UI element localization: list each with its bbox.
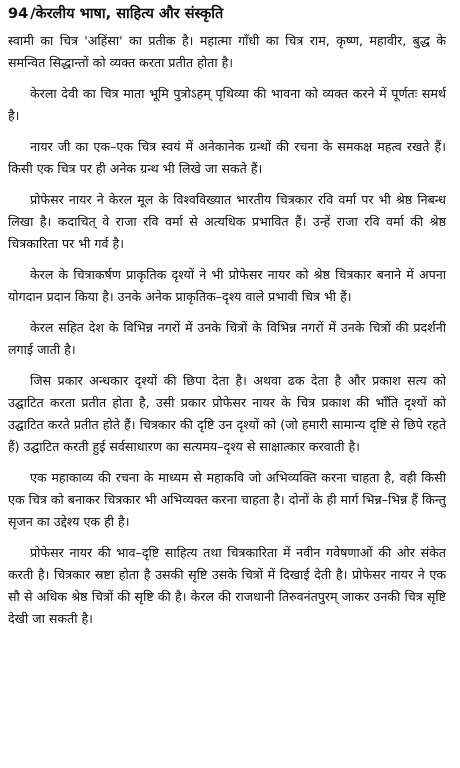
paragraph-1: स्वामी का चित्र 'अहिंसा' का प्रतीक है। महात्मा गाँधी का चित्र राम, कृष्ण, महावीर, बुद्ध के समन्वित सिद्धान्तों को व्यक्त करता प्रतीत होता है।	[8, 33, 446, 70]
paragraph-5: केरल के चित्राकर्षण प्राकृतिक दृश्यों ने भी प्रोफेसर नायर को श्रेष्ठ चित्रकार बनाने में अपना योगदान प्रदान किया है। उनके अनेक प्राकृतिक–दृश्य वाले प्रभावी चित्र भी हैं।	[8, 267, 446, 304]
running-title: केरलीय भाषा, साहित्य और संस्कृति	[35, 6, 224, 22]
header-separator: /	[30, 6, 36, 22]
paragraph-9: प्रोफेसर नायर की भाव–दृष्टि साहित्य तथा चित्रकारिता में नवीन गवेषणाओं की ओर संकेत करती है। चित्रकार स्रष्टा होता है उसकी सृष्टि उसके चित्रों में दिखाई देती है। प्रोफेसर नायर ने एक सौ से अधिक श्रेष्ठ चित्रों की सृष्टि की है। केरल की राजधानी तिरुवनंतपुरम् जाकर उनकी चित्र सृष्टि देखी जा सकती है।	[8, 545, 446, 626]
paragraph-7: जिस प्रकार अन्धकार दृश्यों की छिपा देता है। अथवा ढक देता है और प्रकाश सत्य को उद्घाटित करता प्रतीत होता है, उसी प्रकार प्रोफेसर नायर के चित्र प्रकाश की भाँति दृश्यों को उद्घाटित करते प्रतीत होते हैं। चित्रकार की दृष्टि उन दृश्यों को (जो हमारी सामान्य दृष्टि से छिपे रहते हैं) उद्घाटित करती हुई सर्वसाधारण का सत्यमय–दृश्य से साक्षात्कार करवाती है।	[8, 373, 446, 454]
paragraph-2: केरला देवी का चित्र माता भूमि पुत्रोऽहम् पृथिव्या की भावना को व्यक्त करने में पूर्णतः समर्थ है।	[8, 86, 446, 123]
paragraph-4: प्रोफेसर नायर ने केरल मूल के विश्वविख्यात भारतीय चित्रकार रवि वर्मा पर भी श्रेष्ठ निबन्ध लिखा है। कदाचित् वे राजा रवि वर्मा से अत्यधिक प्रभावित हैं। उन्हें राजा रवि वर्मा की श्रेष्ठ चित्रकारिता पर भी गर्व है।	[8, 192, 446, 251]
running-head	[8, 4, 446, 24]
paragraph-8: एक महाकाव्य की रचना के माध्यम से महाकवि जो अभिव्यक्ति करना चाहता है, वही किसी एक चित्र को बनाकर चित्रकार भी अभिव्यक्त करना चाहता है। दोनों के ही मार्ग भिन्न–भिन्न हैं किन्तु सृजन का उद्देश्य एक ही है।	[8, 470, 446, 529]
paragraph-6: केरल सहित देश के विभिन्न नगरों में उनके चित्रों के विभिन्न नगरों में उनके चित्रों की प्रदर्शनी लगाई जाती है।	[8, 320, 446, 357]
paragraph-3: नायर जी का एक–एक चित्र स्वयं में अनेकानेक ग्रन्थों की रचना के समकक्ष महत्व रखते हैं। किसी एक चित्र पर ही अनेक ग्रन्थ भी लिखे जा सकते हैं।	[8, 139, 446, 176]
page-number: 94	[8, 6, 29, 22]
